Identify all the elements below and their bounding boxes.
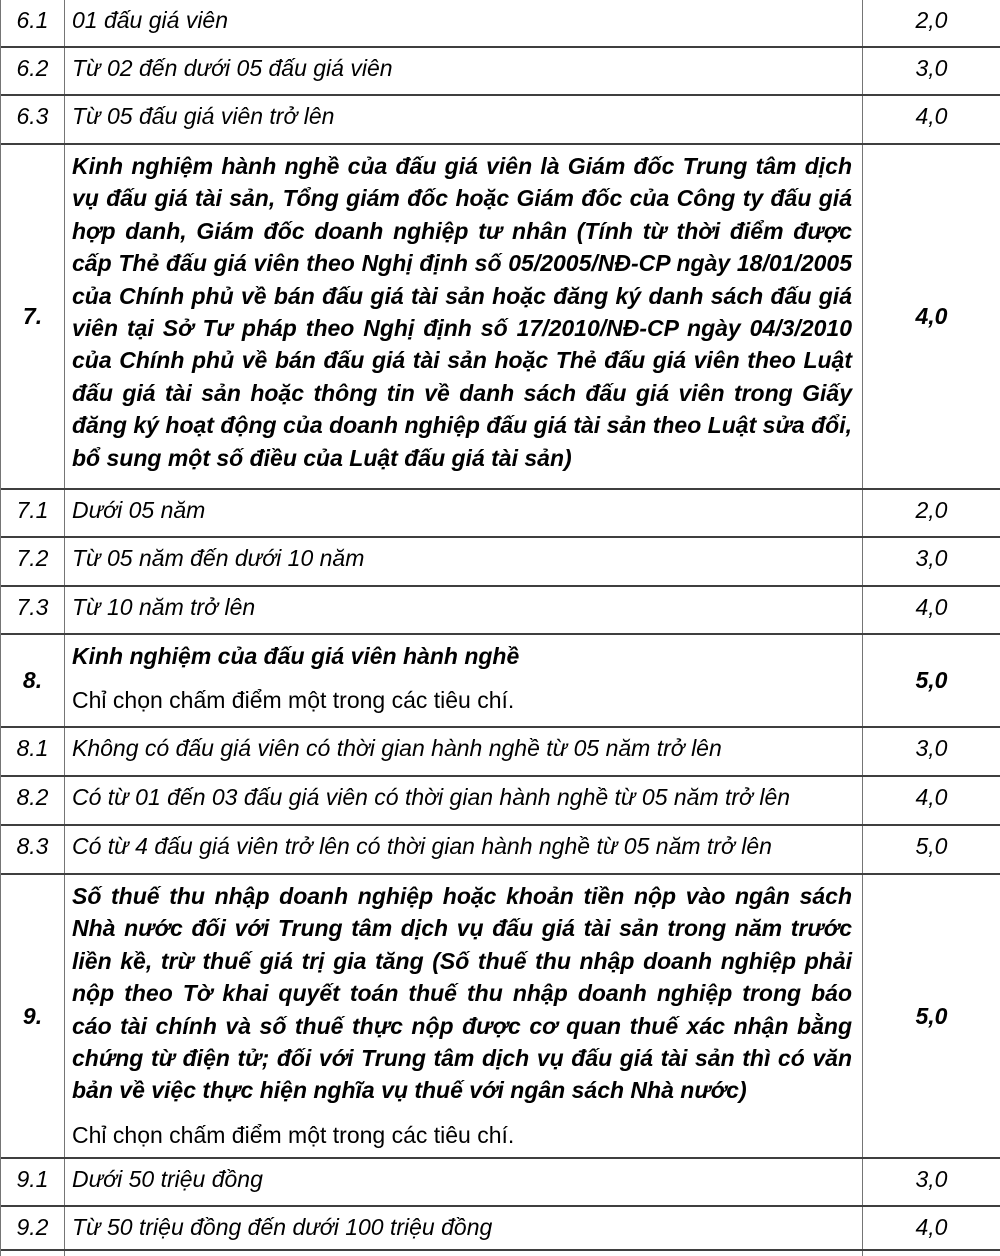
score-cell [863,490,1000,536]
score-value: 5,0 [915,1002,948,1029]
table-row-8 [1,635,1000,728]
score-cell [863,96,1000,143]
score-cell [863,777,1000,824]
table-row-6-1 [1,0,1000,48]
row-number [1,635,65,726]
criteria-cell [65,1159,863,1205]
criteria-text: Có từ 4 đấu giá viên trở lên có thời gian hành nghề từ 05 năm trở lên [72,833,772,859]
criteria-text: Có từ 01 đến 03 đấu giá viên có thời gian hành nghề từ 05 năm trở lên [72,784,791,810]
score-cell [863,1159,1000,1205]
score-cell [863,1251,1000,1256]
row-number-text: 8.3 [16,833,49,859]
criteria-text: Dưới 05 năm [72,497,206,523]
criteria-cell [65,490,863,536]
table-row-8-1 [1,728,1000,777]
row-number [1,777,65,824]
criteria-cell [65,48,863,94]
criteria-cell [65,0,863,46]
criteria-cell [65,1207,863,1249]
row-number [1,875,65,1157]
criteria-cell [65,538,863,585]
row-number [1,728,65,775]
row-number [1,145,65,488]
row-number [1,48,65,94]
row-number-text: 6.2 [16,55,49,81]
criteria-cell [65,587,863,633]
score-value: 4,0 [915,1214,948,1240]
criteria-cell [65,635,863,726]
note-text: Chỉ chọn chấm điểm một trong các tiêu chí. [72,687,515,714]
criteria-text: Dưới 50 triệu đồng [72,1166,263,1192]
criteria-cell [65,777,863,824]
score-cell [863,538,1000,585]
criteria-title: Kinh nghiệm hành nghề của đấu giá viên là Giám đốc Trung tâm dịch vụ đấu giá tài sản, Tổng giám đốc hoặc Giám đốc của Công ty đấu giá hợp danh, Giám đốc doanh nghiệp tư nhân (Tính từ thời điểm được cấp Thẻ đấu giá viên theo Nghị định số 05/2005/NĐ-CP ngày 18/01/2005 của Chính phủ về bán đấu giá tài sản hoặc đăng ký danh sách đấu giá viên tại Sở Tư pháp theo Nghị định số 17/2010/NĐ-CP ngày 04/3/2010 của Chính phủ về bán đấu giá tài sản hoặc Thẻ đấu giá viên theo Luật đấu giá tài sản hoặc thông tin về danh sách đấu giá viên trong Giấy đăng ký hoạt động của doanh nghiệp đấu giá tài sản theo Luật sửa đổi, bổ sung một số điều của Luật đấu giá tài sản) [72,153,852,471]
criteria-title: Số thuế thu nhập doanh nghiệp hoặc khoản tiền nộp vào ngân sách Nhà nước đối với Trung tâm dịch vụ đấu giá tài sản trong năm trước liền kề, trừ thuế giá trị gia tăng (Số thuế thu nhập doanh nghiệp phải nộp theo Tờ khai quyết toán thuế thu nhập doanh nghiệp trong báo cáo tài chính và số thuế thực nộp được cơ quan thuế xác nhận bằng chứng từ điện tử; đối với Trung tâm dịch vụ đấu giá tài sản thì có văn bản về việc thực hiện nghĩa vụ thuế với ngân sách Nhà nước) [72,883,852,1104]
table-row-8-3 [1,826,1000,875]
score-value: 2,0 [915,497,948,523]
row-number [1,96,65,143]
row-number-text: 6.3 [16,103,49,129]
score-value: 4,0 [915,303,948,329]
row-number [1,1207,65,1249]
criteria-cell [65,145,863,488]
table-row-9-1 [1,1159,1000,1207]
criteria-text: 01 đấu giá viên [72,7,229,33]
row-number-text: 9.2 [16,1214,49,1240]
score-cell [863,728,1000,775]
row-number-text: 8.1 [16,735,49,761]
score-value: 4,0 [915,594,948,620]
criteria-text: Từ 10 năm trở lên [72,594,256,620]
score-value: 5,0 [915,833,948,859]
row-number [1,490,65,536]
row-number-text: 7.1 [16,497,49,523]
table-row-7 [1,145,1000,490]
score-value: 3,0 [915,735,948,761]
score-value: 2,0 [915,7,948,33]
table-row-7-3 [1,587,1000,635]
table-row-partial [1,1251,1000,1256]
row-number [1,826,65,873]
score-cell [863,635,1000,726]
row-number [1,587,65,633]
score-value: 3,0 [915,1166,948,1192]
row-number [1,0,65,46]
criteria-cell [65,1251,863,1256]
score-value: 5,0 [915,667,948,693]
criteria-text: Không có đấu giá viên có thời gian hành nghề từ 05 năm trở lên [72,735,722,761]
criteria-text: Từ 02 đến dưới 05 đấu giá viên [72,55,393,81]
table-row-9 [1,875,1000,1159]
criteria-text: Từ 50 triệu đồng đến dưới 100 triệu đồng [72,1214,493,1240]
row-number [1,1159,65,1205]
score-cell [863,587,1000,633]
row-number [1,1251,65,1256]
criteria-cell [65,826,863,873]
row-number-text: 7.2 [16,545,49,571]
score-cell [863,1207,1000,1249]
note-text: Chỉ chọn chấm điểm một trong các tiêu chí. [72,1121,515,1148]
table-row-9-2 [1,1207,1000,1251]
note-text [72,487,852,488]
row-number-text: 7. [22,303,43,329]
row-number [1,538,65,585]
score-value: 3,0 [915,55,948,81]
criteria-cell [65,96,863,143]
score-value: 4,0 [915,784,948,810]
row-number-text: 7.3 [16,594,49,620]
criteria-cell [65,728,863,775]
row-number-text: 9.1 [16,1166,49,1192]
table-row-8-2 [1,777,1000,826]
criteria-text: Từ 05 đấu giá viên trở lên [72,103,335,129]
score-value: 3,0 [915,545,948,571]
score-cell [863,826,1000,873]
score-cell [863,875,1000,1157]
table-row-6-2 [1,48,1000,96]
criteria-text: Từ 05 năm đến dưới 10 năm [72,545,365,571]
table-row-6-3 [1,96,1000,145]
score-cell [863,145,1000,488]
table-row-7-1 [1,490,1000,538]
row-number-text: 9. [22,1002,43,1029]
criteria-title: Kinh nghiệm của đấu giá viên hành nghề [72,643,520,669]
row-number-text: 6.1 [16,7,49,33]
score-value: 4,0 [915,103,948,129]
row-number-text: 8.2 [16,784,49,810]
criteria-cell [65,875,863,1157]
score-cell [863,0,1000,46]
table-row-7-2 [1,538,1000,587]
score-cell [863,48,1000,94]
row-number-text: 8. [22,667,43,693]
